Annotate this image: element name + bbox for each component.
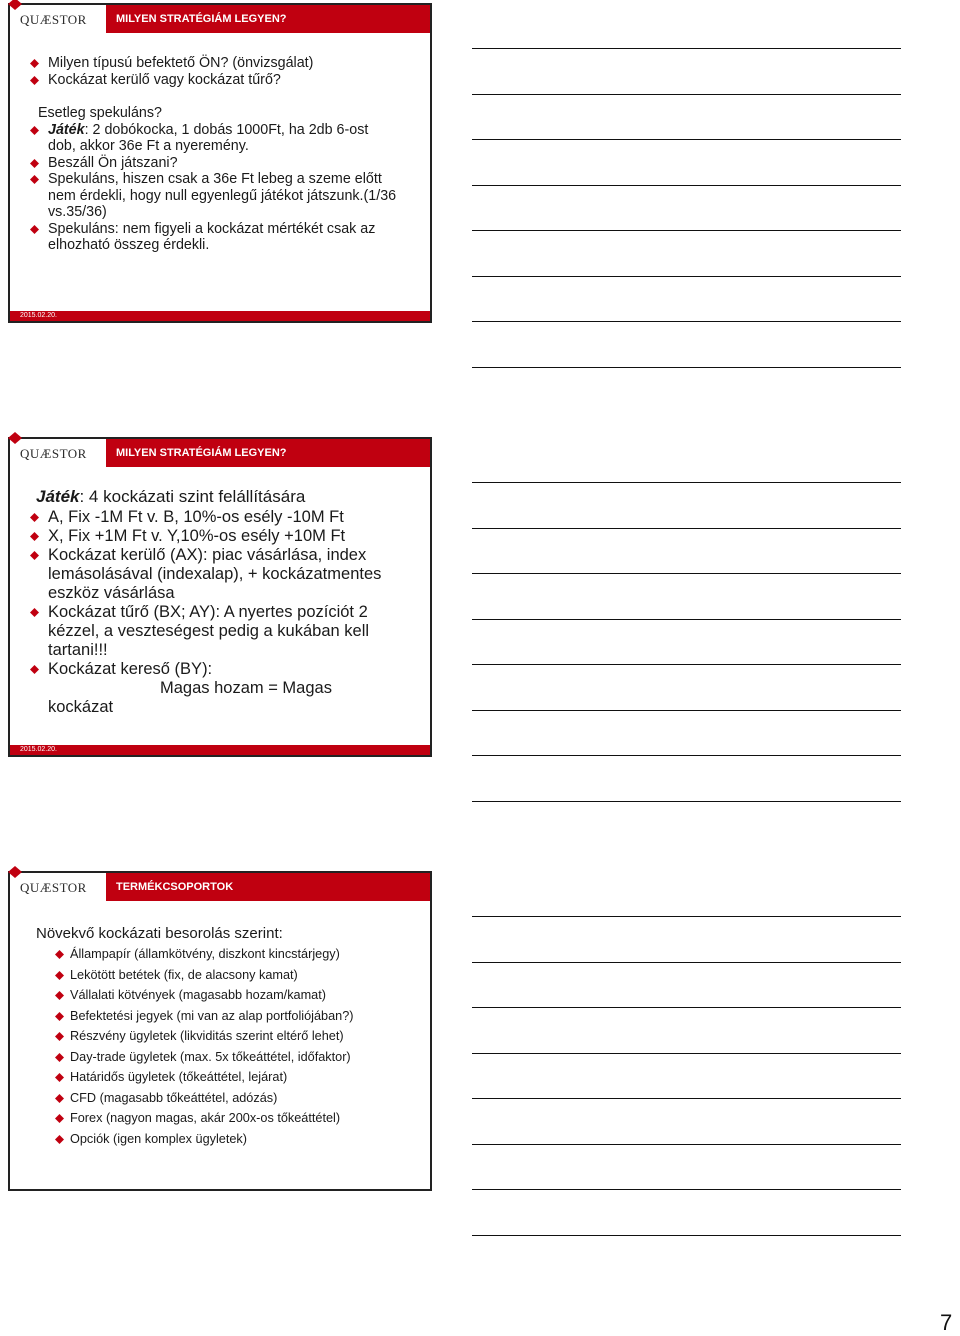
bullet-item: Day-trade ügyletek (max. 5x tőkeáttétel, időfaktor): [10, 1047, 430, 1068]
red-diamond-bullet-icon: [55, 1114, 64, 1123]
logo-mark-icon: [8, 432, 22, 444]
slide-header: [10, 5, 430, 33]
notes-line: [472, 573, 901, 574]
bullet-item: Milyen típusú befektető ÖN? (önvizsgálat): [10, 55, 430, 72]
red-diamond-bullet-icon: [55, 1053, 64, 1062]
red-diamond-bullet-icon: [55, 1012, 64, 1021]
bullet-item: Opciók (igen komplex ügyletek): [10, 1129, 430, 1150]
red-diamond-bullet-icon: [30, 665, 39, 674]
red-diamond-bullet-icon: [30, 76, 39, 85]
slide-title-bar: [106, 873, 430, 901]
notes-line: [472, 1098, 901, 1099]
notes-line: [472, 755, 901, 756]
red-diamond-bullet-icon: [30, 551, 39, 560]
slide-title: MILYEN STRATÉGIÁM LEGYEN?: [116, 447, 287, 459]
notes-line: [472, 185, 901, 186]
red-diamond-bullet-icon: [30, 126, 39, 135]
bullet-item: Befektetési jegyek (mi van az alap portfoliójában?): [10, 1006, 430, 1027]
bullet-item: X, Fix +1M Ft v. Y,10%-os esély +10M Ft: [10, 527, 430, 546]
bullet-item: Kockázat kerülő vagy kockázat tűrő?: [10, 72, 430, 89]
slide-1: [8, 3, 432, 323]
slide-3: [8, 871, 432, 1191]
bullet-item: CFD (magasabb tőkeáttétel, adózás): [10, 1088, 430, 1109]
bullet-item: Spekuláns, hiszen csak a 36e Ft lebeg a szeme előtt nem érdekli, hogy null egyenlegű játékot játszunk.(1/36 vs.35/36): [10, 171, 430, 221]
bullet-item: Kockázat kereső (BY): Magas hozam = Magas kockázat: [10, 660, 430, 717]
notes-line: [472, 276, 901, 277]
red-diamond-bullet-icon: [55, 1135, 64, 1144]
notes-line: [472, 1235, 901, 1236]
red-diamond-bullet-icon: [30, 225, 39, 234]
red-diamond-bullet-icon: [55, 1094, 64, 1103]
red-diamond-bullet-icon: [30, 59, 39, 68]
red-diamond-bullet-icon: [30, 159, 39, 168]
text-line: Esetleg spekuláns?: [38, 105, 162, 121]
logo-text: QUÆSTOR: [20, 12, 87, 27]
red-diamond-bullet-icon: [30, 532, 39, 541]
notes-line: [472, 1189, 901, 1190]
slide-heading: Növekvő kockázati besorolás szerint:: [36, 925, 283, 942]
notes-line: [472, 230, 901, 231]
logo-mark-icon: [8, 0, 22, 10]
notes-line: [472, 367, 901, 368]
notes-line: [472, 321, 901, 322]
notes-line: [472, 48, 901, 49]
red-diamond-bullet-icon: [30, 175, 39, 184]
notes-line: [472, 528, 901, 529]
bullet-item: Kockázat tűrő (BX; AY): A nyertes pozíciót 2 kézzel, a veszteségest pedig a kukában kell tartani!!!: [10, 603, 430, 660]
slide-footer: [10, 745, 430, 755]
bullet-item: Beszáll Ön játszani?: [10, 155, 430, 172]
bullet-item: Határidős ügyletek (tőkeáttétel, lejárat): [10, 1067, 430, 1088]
notes-line: [472, 619, 901, 620]
slide-2: [8, 437, 432, 757]
logo-text: QUÆSTOR: [20, 880, 87, 895]
red-diamond-bullet-icon: [30, 608, 39, 617]
bullet-item: A, Fix -1M Ft v. B, 10%-os esély -10M Ft: [10, 508, 430, 527]
red-diamond-bullet-icon: [55, 991, 64, 1000]
bullet-item: Állampapír (államkötvény, diszkont kincstárjegy): [10, 944, 430, 965]
page-number: 7: [940, 1310, 953, 1335]
red-diamond-bullet-icon: [30, 513, 39, 522]
slide-footer: [10, 311, 430, 321]
logo: [10, 439, 106, 467]
bullet-item: Vállalati kötvények (magasabb hozam/kamat): [10, 985, 430, 1006]
notes-line: [472, 916, 901, 917]
notes-line: [472, 664, 901, 665]
slide-title-bar: [106, 5, 430, 33]
notes-line: [472, 94, 901, 95]
slide-heading: Játék: 4 kockázati szint felállítására: [36, 487, 306, 506]
slide-header: [10, 439, 430, 467]
bullet-item: Részvény ügyletek (likviditás szerint eltérő lehet): [10, 1026, 430, 1047]
bullet-item: Forex (nagyon magas, akár 200x-os tőkeáttétel): [10, 1108, 430, 1129]
slide-date: 2015.02.20.: [20, 312, 57, 319]
red-diamond-bullet-icon: [55, 971, 64, 980]
logo-mark-icon: [8, 866, 22, 878]
logo-text: QUÆSTOR: [20, 446, 87, 461]
notes-line: [472, 801, 901, 802]
notes-line: [472, 710, 901, 711]
notes-line: [472, 1053, 901, 1054]
notes-line: [472, 962, 901, 963]
slide-title-bar: [106, 439, 430, 467]
red-diamond-bullet-icon: [55, 950, 64, 959]
logo: [10, 873, 106, 901]
bullet-item: Spekuláns: nem figyeli a kockázat mértékét csak az elhozható összeg érdekli.: [10, 221, 430, 254]
red-diamond-bullet-icon: [55, 1032, 64, 1041]
bullet-item: Kockázat kerülő (AX): piac vásárlása, index lemásolásával (indexalap), + kockázatmentes eszköz vásárlása: [10, 546, 430, 603]
notes-line: [472, 482, 901, 483]
notes-line: [472, 139, 901, 140]
slide-title: MILYEN STRATÉGIÁM LEGYEN?: [116, 13, 287, 25]
red-diamond-bullet-icon: [55, 1073, 64, 1082]
logo: [10, 5, 106, 33]
blank-line: [10, 88, 430, 105]
slide-title: TERMÉKCSOPORTOK: [116, 881, 234, 893]
bullet-item: Játék: 2 dobókocka, 1 dobás 1000Ft, ha 2db 6-ost dob, akkor 36e Ft a nyeremény.: [10, 122, 430, 155]
slide-header: [10, 873, 430, 901]
slide-date: 2015.02.20.: [20, 746, 57, 753]
bullet-item: Lekötött betétek (fix, de alacsony kamat): [10, 965, 430, 986]
notes-line: [472, 1144, 901, 1145]
notes-line: [472, 1007, 901, 1008]
